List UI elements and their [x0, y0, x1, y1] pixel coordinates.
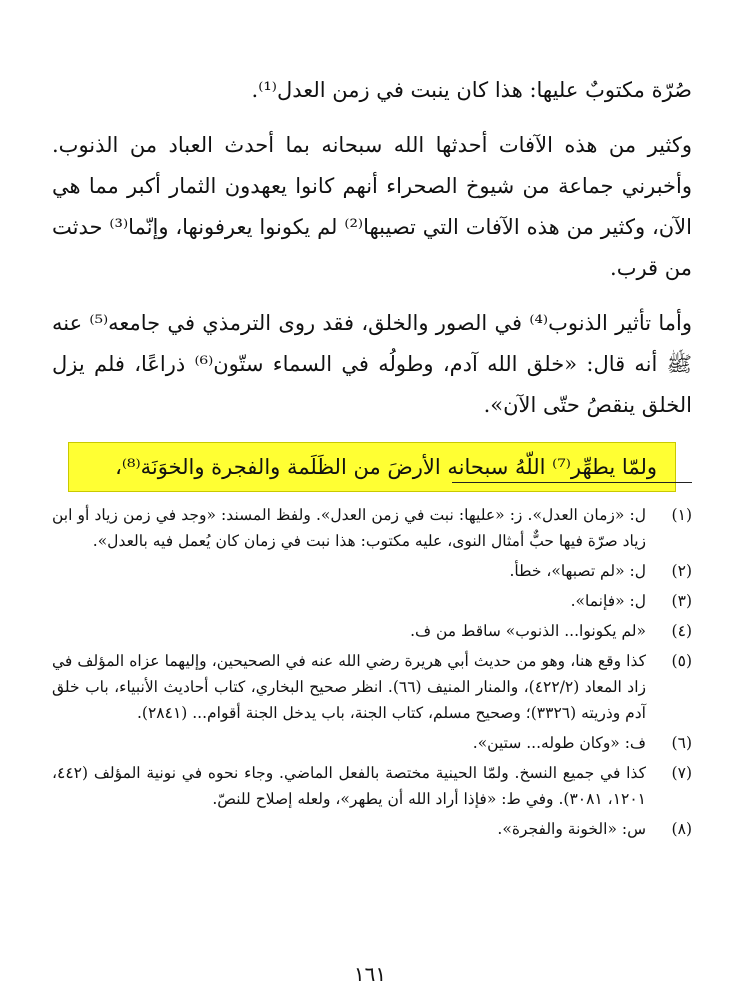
footnote-number: (١): [671, 506, 692, 524]
footnote-2: [52, 558, 692, 584]
footnote-3: [52, 588, 692, 614]
footnote-8: [52, 816, 692, 842]
footnote-text: ل: «زمان العدل». ز: «عليها: نبت في زمن العدل». ولفظ المسند: «وجد في زمن زياد أو ابن زياد صرّة فيها حبٌّ أمثال النوى، عليه مكتوب: هذا نبت في زمان كان يُعمل فيه بالعدل».: [52, 506, 646, 550]
footnote-text: «لم يكونوا... الذنوب» ساقط من ف.: [410, 622, 646, 640]
footnote-7: [52, 760, 692, 812]
page-number: ١٦١: [353, 962, 387, 986]
main-text: [52, 70, 692, 492]
footnote-1: [52, 502, 692, 554]
footnote-text: ل: «فإنما».: [570, 592, 646, 610]
footnote-number: (٧): [671, 764, 692, 782]
highlighted-sentence-wrap: [52, 442, 692, 492]
footnote-text: ل: «لم تصبها»، خطأ.: [509, 562, 646, 580]
footnote-divider: [452, 482, 692, 483]
paragraph-3: وأما تأثير الذنوب⁽⁴⁾ في الصور والخلق، فقد روى الترمذي في جامعه⁽⁵⁾ عنه ﷺ أنه قال: «خلق الله آدم، وطولُه في السماء ستّون⁽⁶⁾ ذراعًا، فلم يزل الخلق ينقصُ حتّى الآن».: [52, 311, 692, 417]
footnote-number: (٨): [671, 820, 692, 838]
footnote-text: كذا وقع هنا، وهو من حديث أبي هريرة رضي الله عنه في الصحيحين، وإليهما عزاه المؤلف في زاد المعاد (٤٢٢/٢)، والمنار المنيف (٦٦). انظر صحيح البخاري، كتاب أحاديث الأنبياء، باب خلق آدم وذريته (٣٣٢٦)؛ وصحيح مسلم، كتاب الجنة، باب يدخل الجنة أقوام... (٢٨٤١).: [52, 652, 646, 722]
footnote-6: [52, 730, 692, 756]
paragraph-1: صُرّة مكتوبٌ عليها: هذا كان ينبت في زمن العدل⁽¹⁾.: [251, 78, 692, 102]
footnote-number: (٢): [671, 562, 692, 580]
highlighted-sentence: ولمّا يطهِّر⁽⁷⁾ اللّهُ سبحانه الأرضَ من الظَلَمة والفجرة والخوَنَة⁽⁸⁾،: [68, 442, 676, 492]
footnote-text: ف: «وكان طوله... ستين».: [472, 734, 646, 752]
footnote-5: [52, 648, 692, 726]
footnotes: [52, 502, 692, 846]
footnote-number: (٤): [671, 622, 692, 640]
footnote-text: س: «الخونة والفجرة».: [497, 820, 646, 838]
footnote-4: [52, 618, 692, 644]
footnote-text: كذا في جميع النسخ. ولمّا الحينية مختصة بالفعل الماضي. وجاء نحوه في نونية المؤلف (٤٤٢، ١٢٠١، ٣٠٨١). وفي ط: «فإذا أراد الله أن يطهر»، ولعله إصلاح للنصّ.: [52, 764, 646, 808]
footnote-number: (٣): [671, 592, 692, 610]
paragraph-2: وكثير من هذه الآفات أحدثها الله سبحانه بما أحدث العباد من الذنوب. وأخبرني جماعة من شيوخ الصحراء أنهم كانوا يعهدون الثمار أكبر مما هي الآن، وكثير من هذه الآفات التي تصيبها⁽²⁾ لم يكونوا يعرفونها، وإنّما⁽³⁾ حدثت من قرب.: [52, 133, 692, 280]
footnote-number: (٥): [671, 652, 692, 670]
footnote-number: (٦): [671, 734, 692, 752]
